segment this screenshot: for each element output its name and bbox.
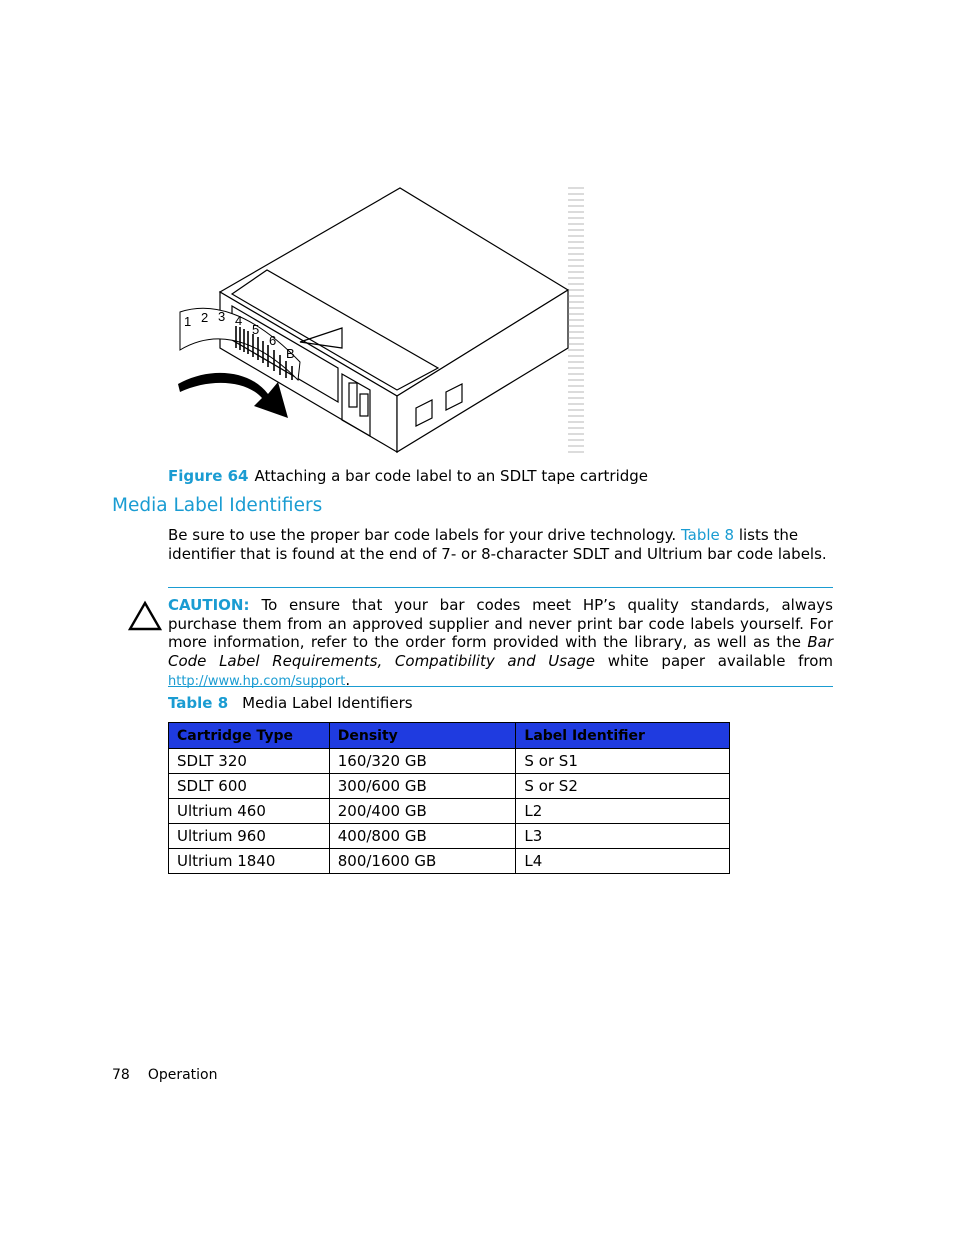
media-label-table	[168, 722, 730, 874]
cell-density: 300/600 GB	[329, 774, 516, 799]
label-digit: B	[286, 346, 295, 361]
cell-density: 200/400 GB	[329, 799, 516, 824]
table-caption-text: Media Label Identifiers	[242, 694, 413, 712]
caution-text: To ensure that your bar codes meet HP’s quality standards, always purchase them from an approved supplier and never print bar code labels yourself. For more information, refer to the order form provided with the library, as well as the	[168, 596, 833, 652]
cell-cartridge-type: Ultrium 1840	[169, 849, 330, 874]
label-digit: 4	[235, 313, 243, 328]
hp-support-link[interactable]: http://www.hp.com/support	[168, 673, 346, 689]
figure-caption-text: Attaching a bar code label to an SDLT tape cartridge	[254, 467, 649, 485]
footer-section: Operation	[147, 1067, 218, 1083]
curved-arrow-icon	[178, 373, 288, 418]
col-header-cartridge-type: Cartridge Type	[169, 723, 330, 749]
cell-cartridge-type: Ultrium 460	[169, 799, 330, 824]
label-digit: 6	[269, 333, 277, 348]
cell-cartridge-type: Ultrium 960	[169, 824, 330, 849]
cell-cartridge-type: SDLT 600	[169, 774, 330, 799]
cell-density: 800/1600 GB	[329, 849, 516, 874]
caution-text-after: white paper available from	[595, 652, 833, 671]
table-caption	[168, 694, 413, 712]
cell-cartridge-type: SDLT 320	[169, 749, 330, 774]
cell-label-identifier: S or S2	[516, 774, 730, 799]
label-digit: 1	[184, 314, 192, 329]
intro-paragraph	[168, 526, 833, 563]
caution-label: CAUTION:	[168, 596, 250, 614]
intro-text-end: lists the identifier that is found at the end of 7- or 8-character SDLT and Ultrium bar code labels.	[168, 526, 827, 563]
caution-icon	[128, 600, 162, 632]
table-8-link[interactable]: Table 8	[680, 526, 735, 544]
table-header-row	[169, 723, 730, 749]
caution-bottom-rule	[168, 686, 833, 687]
cartridge-figure	[170, 182, 590, 464]
table-label: Table 8	[168, 694, 229, 712]
cell-density: 400/800 GB	[329, 824, 516, 849]
caution-top-rule	[168, 587, 833, 588]
whitepaper-title: Bar Code Label Requirements, Compatibility and Usage	[168, 633, 833, 671]
table-row	[169, 774, 730, 799]
caution-end: .	[345, 670, 351, 689]
cell-label-identifier: S or S1	[516, 749, 730, 774]
col-header-label-identifier: Label Identifier	[516, 723, 730, 749]
table-row	[169, 824, 730, 849]
table-row	[169, 749, 730, 774]
cell-label-identifier: L3	[516, 824, 730, 849]
page-number: 78	[112, 1067, 130, 1083]
page-footer	[112, 1067, 218, 1083]
figure-caption	[168, 467, 648, 485]
section-title: Media Label Identifiers	[112, 495, 323, 516]
cell-density: 160/320 GB	[329, 749, 516, 774]
table-row	[169, 799, 730, 824]
intro-text: Be sure to use the proper bar code labels for your drive technology.	[168, 526, 681, 544]
table-row	[169, 849, 730, 874]
label-digit: 5	[252, 322, 260, 337]
label-digit: 2	[201, 310, 209, 325]
cell-label-identifier: L2	[516, 799, 730, 824]
cell-label-identifier: L4	[516, 849, 730, 874]
figure-label: Figure 64	[168, 467, 249, 485]
label-digit: 3	[218, 309, 226, 324]
col-header-density: Density	[329, 723, 516, 749]
sdlt-cartridge-illustration	[170, 182, 590, 464]
caution-paragraph	[168, 596, 833, 692]
